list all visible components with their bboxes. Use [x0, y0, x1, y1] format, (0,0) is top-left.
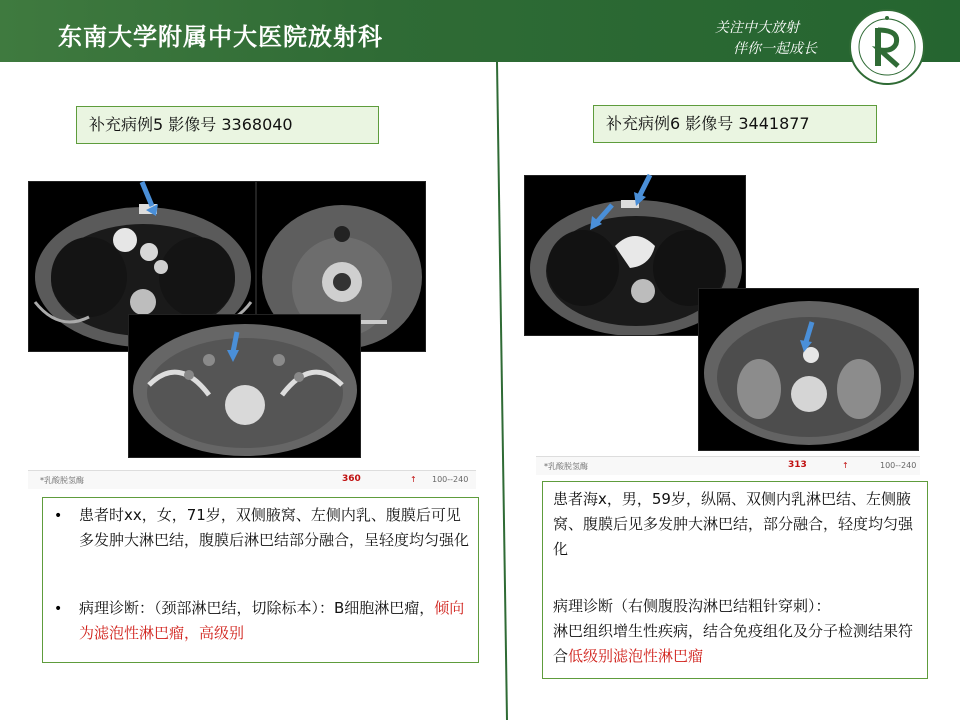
case6-lab-value: 313	[788, 460, 807, 470]
slogan-line-1: 关注中大放射	[715, 20, 799, 36]
bullet-icon: •	[54, 601, 63, 617]
case5-lab-value: 360	[342, 474, 361, 484]
bullet-icon: •	[54, 508, 63, 524]
case6-lab-arrow: ↑	[842, 461, 849, 470]
case5-lab-arrow: ↑	[410, 475, 417, 484]
case5-lab-name: *乳酸脱氢酶	[40, 476, 84, 485]
case6-diagnosis-highlight: 低级别滤泡性淋巴瘤	[568, 647, 704, 665]
case6-description-box	[542, 481, 928, 679]
case6-para2-line1: 病理诊断（右侧腹股沟淋巴结粗针穿刺）：	[553, 597, 831, 615]
page-title: 东南大学附属中大医院放射科	[58, 22, 383, 51]
case5-lab-range: 100--240	[432, 475, 469, 484]
case6-lab-name: *乳酸脱氢酶	[544, 462, 588, 471]
case6-label: 补充病例6 影像号 3441877	[593, 105, 877, 143]
case5-diagnosis-text: 病理诊断：（颈部淋巴结，切除标本）：B细胞淋巴瘤，	[79, 599, 435, 617]
case6-para2	[553, 619, 925, 669]
case6-lab-range: 100--240	[880, 461, 917, 470]
case5-diagnosis-highlight: 倾向为滤泡性淋巴瘤，高级别	[79, 599, 465, 642]
case6-para1: 患者海x，男，59岁，纵隔、双侧内乳淋巴结、左侧腋窝、腹膜后见多发肿大淋巴结，部分融合，轻度均匀强化	[553, 490, 914, 558]
case5-label: 补充病例5 影像号 3368040	[76, 106, 379, 144]
case5-bullet1: 患者时xx，女，71岁，双侧腋窝、左侧内乳、腹膜后可见多发肿大淋巴结，腹膜后淋巴结部分融合，呈轻度均匀强化	[79, 506, 470, 549]
case6-lab-result	[536, 456, 920, 475]
case6-diagnosis-text: 淋巴组织增生性疾病，结合免疫组化及分子检测结果符合	[553, 622, 914, 665]
slogan-line-2: 伴你一起成长	[733, 41, 817, 57]
